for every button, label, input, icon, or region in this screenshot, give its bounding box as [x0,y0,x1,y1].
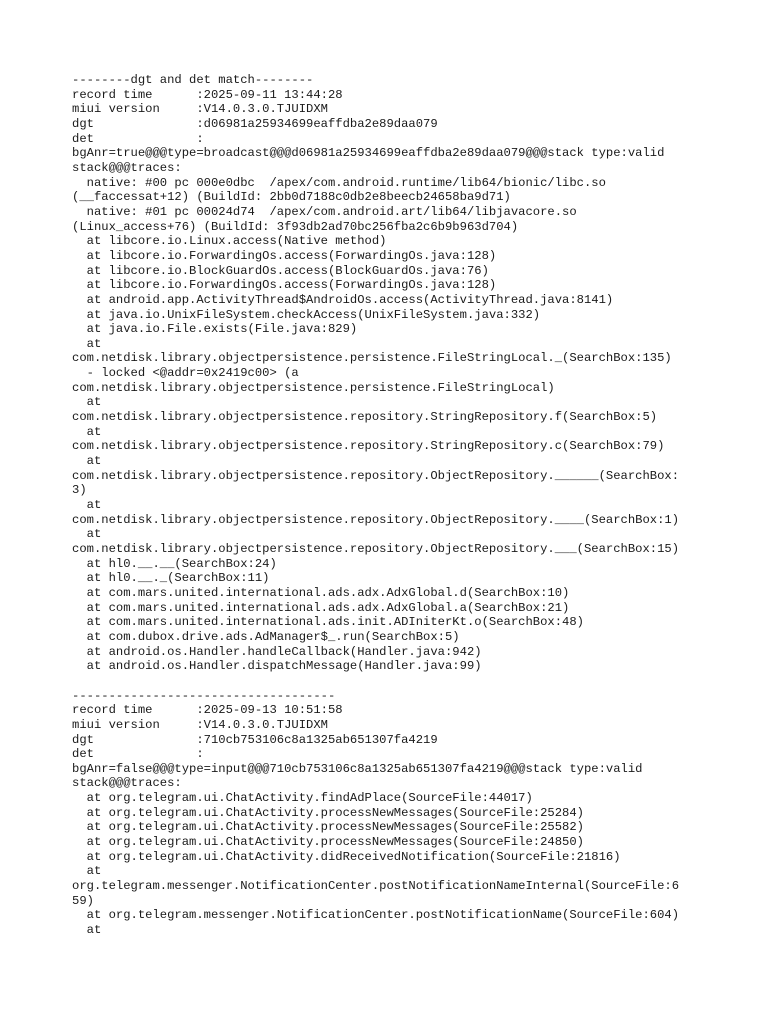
log-line: at libcore.io.ForwardingOs.access(ForwardingOs.java:128) [72,278,497,293]
log-line: (__faccessat+12) (BuildId: 2bb0d7188c0db2e8beecb24658ba9d71) [72,190,511,205]
log-line: at android.app.ActivityThread$AndroidOs.access(ActivityThread.java:8141) [72,292,614,307]
log-line: at hl0.__.__(SearchBox:24) [72,556,277,571]
log-line [72,674,762,689]
log-line: com.netdisk.library.objectpersistence.persistence.FileStringLocal._(SearchBox:135) [72,351,672,366]
log-line: bgAnr=true@@@type=broadcast@@@d06981a25934699eaffdba2e89daa079@@@stack type:valid [72,146,665,161]
log-line: dgt :d06981a25934699eaffdba2e89daa079 [72,116,438,131]
log-line: record time :2025-09-13 10:51:58 [72,703,343,718]
log-line: ------------------------------------ [72,688,336,703]
log-line: det : [72,131,204,146]
log-line: - locked <@addr=0x2419c00> (a [72,366,299,381]
log-line: native: #00 pc 000e0dbc /apex/com.android.runtime/lib64/bionic/libc.so [72,175,606,190]
log-line: at org.telegram.ui.ChatActivity.processNewMessages(SourceFile:25582) [72,820,584,835]
log-line: at hl0.__._(SearchBox:11) [72,571,270,586]
log-line: at [72,923,102,938]
log-line: at org.telegram.messenger.NotificationCenter.postNotificationName(SourceFile:604) [72,908,680,923]
log-line: stack@@@traces: [72,776,182,791]
log-line: stack@@@traces: [72,160,182,175]
log-line: com.netdisk.library.objectpersistence.repository.ObjectRepository.____(SearchBox:1) [72,512,680,527]
log-line: dgt :710cb753106c8a1325ab651307fa4219 [72,732,438,747]
log-line: at [72,454,102,469]
log-line: at [72,864,102,879]
log-line: at com.mars.united.international.ads.init.ADIniterKt.o(SearchBox:48) [72,615,584,630]
log-line: at libcore.io.Linux.access(Native method) [72,234,387,249]
log-line: native: #01 pc 00024d74 /apex/com.android.art/lib64/libjavacore.so [72,204,577,219]
log-line: bgAnr=false@@@type=input@@@710cb753106c8a1325ab651307fa4219@@@stack type:valid [72,761,643,776]
log-line: at com.dubox.drive.ads.AdManager$_.run(SearchBox:5) [72,629,460,644]
log-line: 3) [72,483,87,498]
log-line: det : [72,747,204,762]
log-line: at java.io.File.exists(File.java:829) [72,322,358,337]
log-line: miui version :V14.0.3.0.TJUIDXM [72,717,328,732]
log-line: at libcore.io.ForwardingOs.access(ForwardingOs.java:128) [72,248,497,263]
log-line: com.netdisk.library.objectpersistence.repository.StringRepository.f(SearchBox:5) [72,410,658,425]
log-line: at android.os.Handler.dispatchMessage(Handler.java:99) [72,659,482,674]
log-line: at com.mars.united.international.ads.adx.AdxGlobal.a(SearchBox:21) [72,600,570,615]
log-line: (Linux_access+76) (BuildId: 3f93db2ad70bc256fba2c6b9b963d704) [72,219,519,234]
log-line: at [72,527,102,542]
log-line: record time :2025-09-11 13:44:28 [72,87,343,102]
log-line: at android.os.Handler.handleCallback(Handler.java:942) [72,644,482,659]
log-line: --------dgt and det match-------- [72,73,314,87]
log-line: org.telegram.messenger.NotificationCenter.postNotificationNameInternal(SourceFile:6 [72,879,680,894]
log-line: com.netdisk.library.objectpersistence.repository.ObjectRepository.___(SearchBox:15) [72,542,680,556]
log-line: at [72,424,102,439]
log-line: com.netdisk.library.objectpersistence.repository.ObjectRepository.______(SearchBox: [72,468,680,483]
log-line: at org.telegram.ui.ChatActivity.didReceivedNotification(SourceFile:21816) [72,849,621,864]
log-text-block [72,73,762,938]
log-line: at [72,395,102,410]
log-line: com.netdisk.library.objectpersistence.persistence.FileStringLocal) [72,380,555,395]
log-line: miui version :V14.0.3.0.TJUIDXM [72,102,328,117]
log-line: 59) [72,893,94,908]
log-line: at [72,498,102,513]
log-line: at libcore.io.BlockGuardOs.access(BlockGuardOs.java:76) [72,263,489,278]
log-line: at com.mars.united.international.ads.adx.AdxGlobal.d(SearchBox:10) [72,585,570,600]
log-line: com.netdisk.library.objectpersistence.repository.StringRepository.c(SearchBox:79) [72,439,665,454]
log-line: at org.telegram.ui.ChatActivity.processNewMessages(SourceFile:25284) [72,805,584,820]
log-line: at [72,336,102,351]
log-line: at java.io.UnixFileSystem.checkAccess(UnixFileSystem.java:332) [72,307,541,322]
log-line: at org.telegram.ui.ChatActivity.processNewMessages(SourceFile:24850) [72,835,584,850]
log-line: at org.telegram.ui.ChatActivity.findAdPlace(SourceFile:44017) [72,791,533,806]
